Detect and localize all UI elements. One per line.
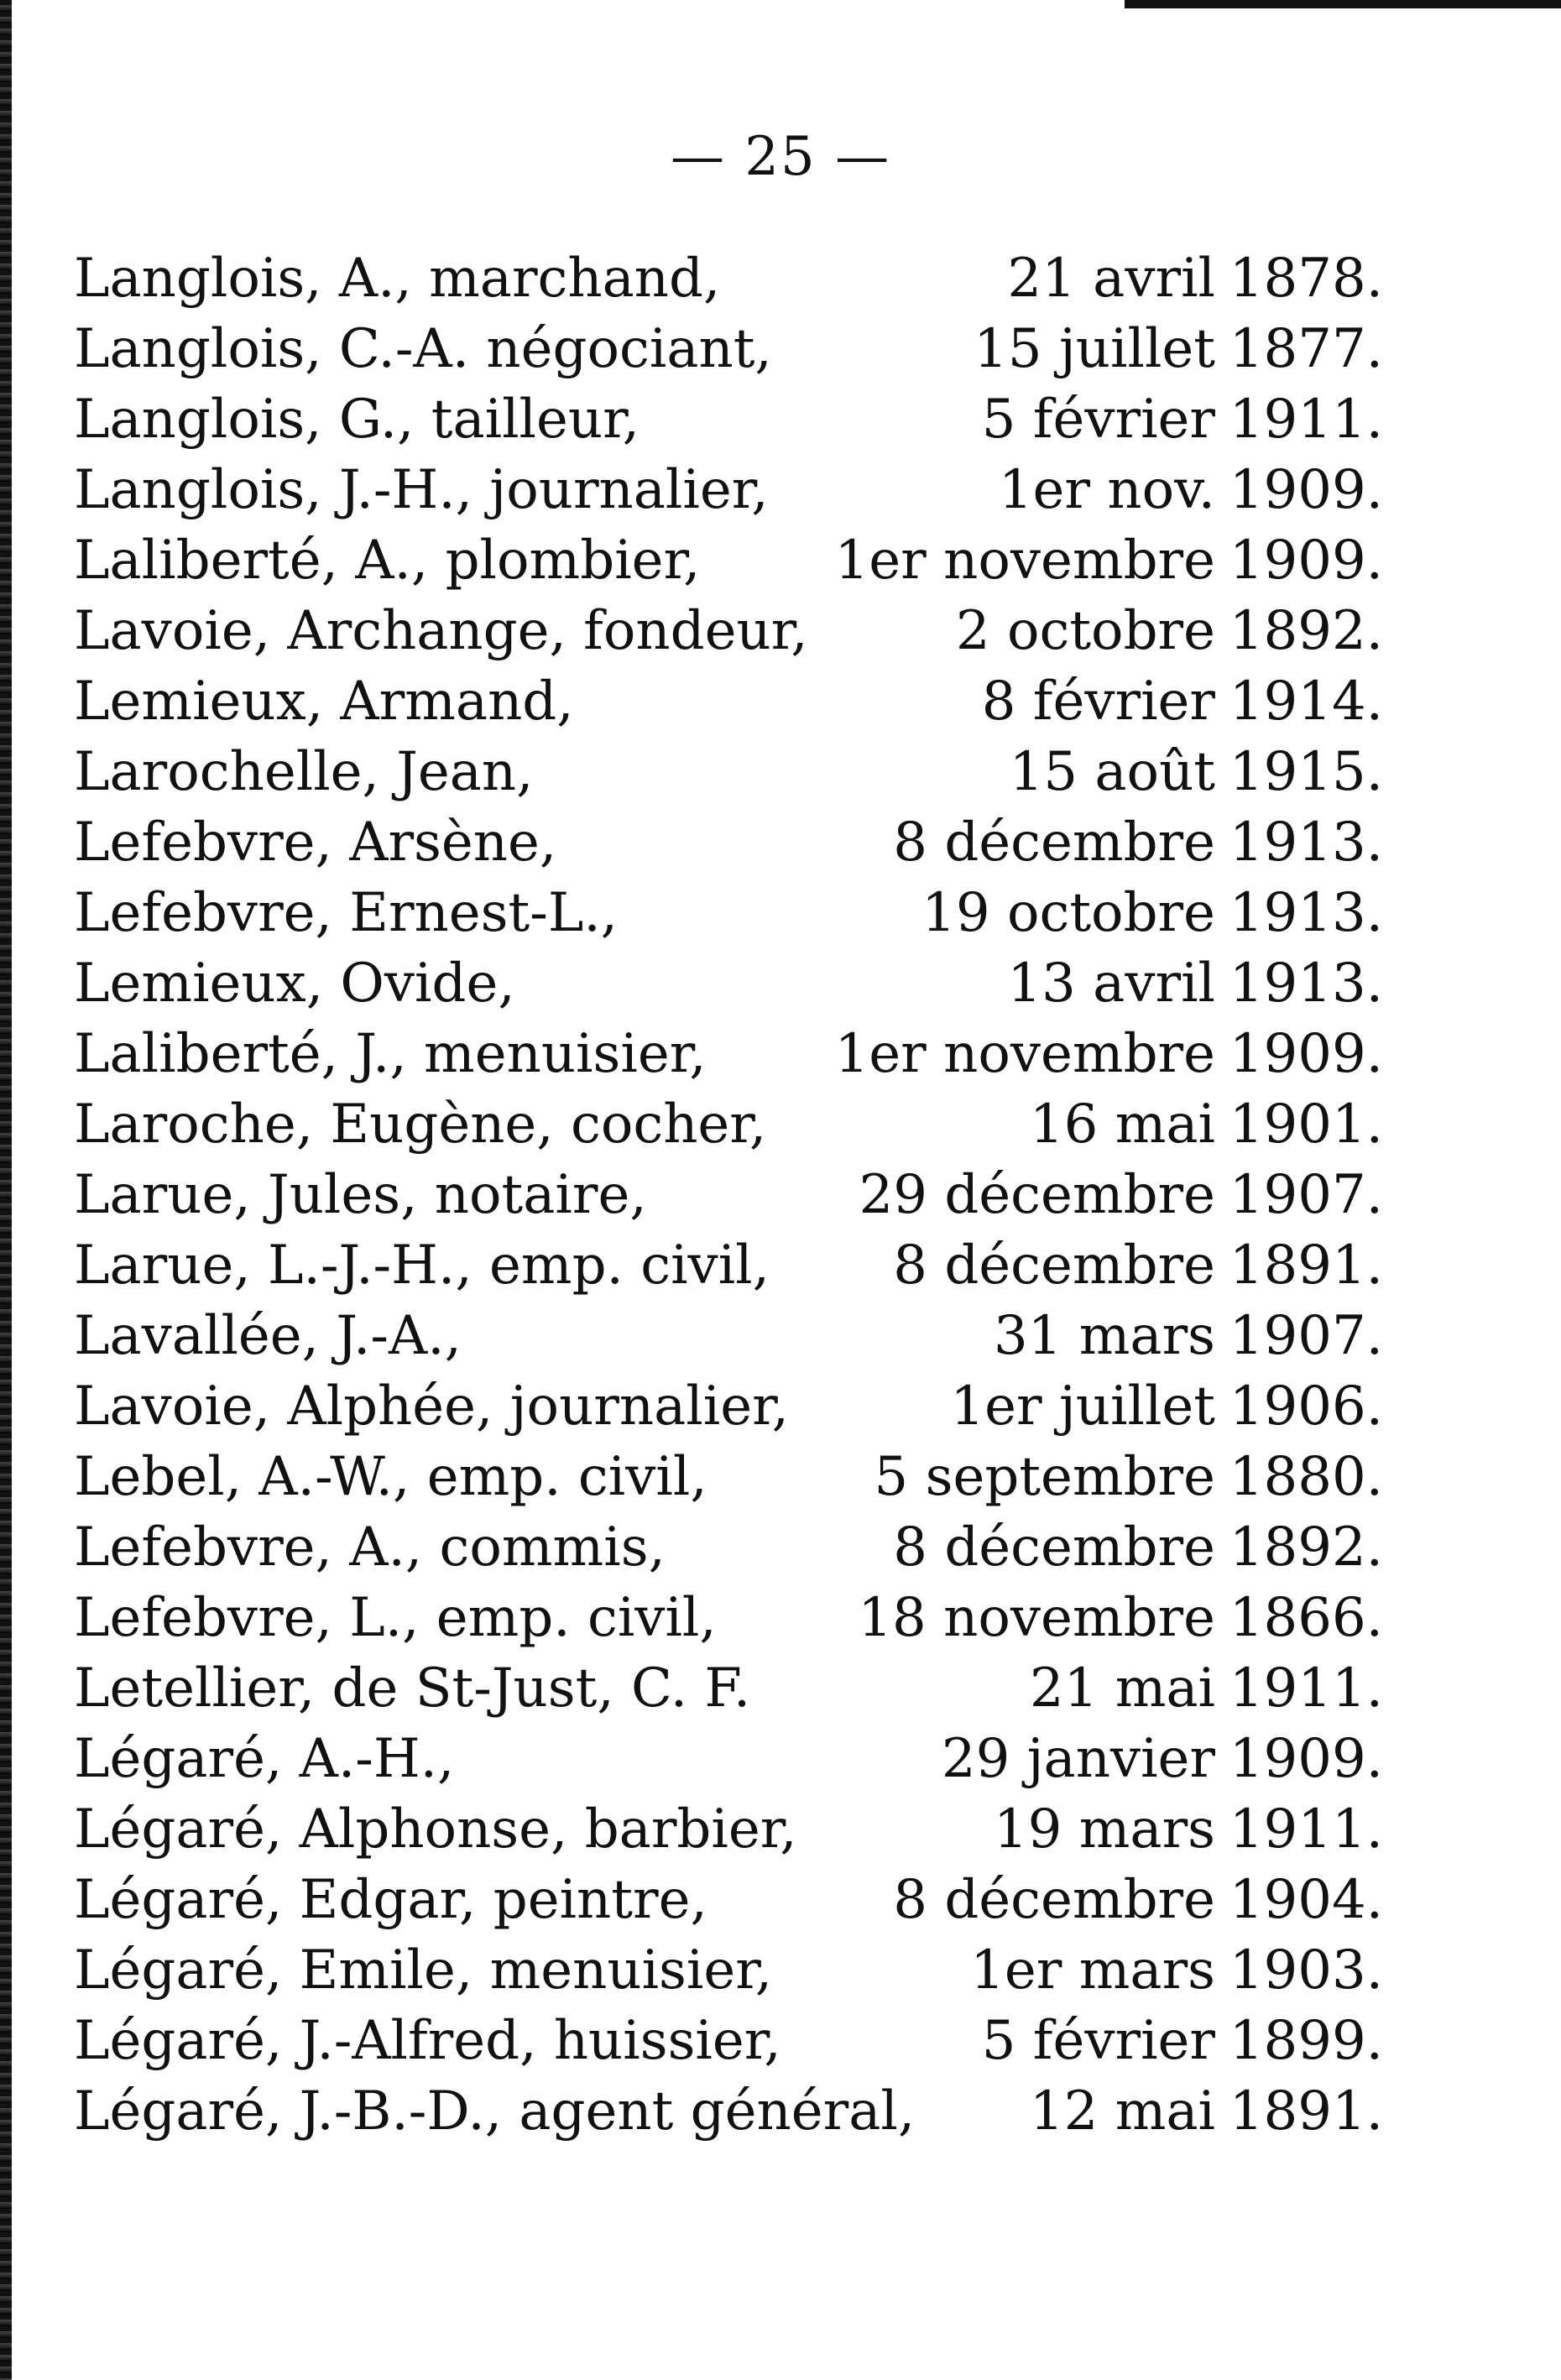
register-entry	[74, 1442, 1383, 1512]
entry-date: 8 décembre	[893, 812, 1215, 874]
register-entry	[74, 1230, 1383, 1301]
register-entry	[74, 314, 1383, 384]
entry-name: Lemieux, Ovide,	[74, 953, 515, 1015]
entry-year: 1909.	[1229, 1023, 1383, 1085]
entry-year: 1911.	[1229, 1657, 1383, 1720]
entry-year: 1903.	[1229, 1939, 1383, 2002]
entry-name: Larochelle, Jean,	[74, 741, 534, 803]
entry-date: 21 mai	[1029, 1657, 1215, 1720]
entry-name: Langlois, J.-H., journalier,	[74, 459, 769, 521]
entry-name: Lefebvre, Ernest-L.,	[74, 882, 618, 944]
entry-date: 16 mai	[1029, 1093, 1215, 1156]
register-entry	[74, 596, 1383, 666]
register-entry	[74, 1794, 1383, 1865]
entry-date: 1er juillet	[950, 1375, 1215, 1438]
register-entry	[74, 2006, 1383, 2076]
entry-year: 1866.	[1229, 1587, 1383, 1649]
entry-name: Légaré, Edgar, peintre,	[74, 1869, 707, 1931]
register-entry	[74, 807, 1383, 878]
register-entry	[74, 1935, 1383, 2006]
entry-year: 1901.	[1229, 1093, 1383, 1156]
entry-name: Légaré, J.-B.-D., agent général,	[74, 2080, 916, 2143]
register-entry	[74, 1371, 1383, 1442]
entry-year: 1899.	[1229, 2010, 1383, 2072]
entry-date: 18 novembre	[858, 1587, 1215, 1649]
entry-name: Laliberté, A., plombier,	[74, 530, 701, 592]
register-entry	[74, 1160, 1383, 1230]
entry-year: 1914.	[1229, 671, 1383, 733]
entry-year: 1909.	[1229, 530, 1383, 592]
entry-date: 21 avril	[1007, 248, 1215, 310]
entry-year: 1915.	[1229, 741, 1383, 803]
entry-date: 13 avril	[1007, 953, 1215, 1015]
entry-date: 29 janvier	[941, 1728, 1215, 1790]
entry-date: 19 octobre	[921, 882, 1215, 944]
entry-date: 15 juillet	[974, 318, 1215, 380]
entry-year: 1891.	[1229, 2080, 1383, 2143]
entry-date: 15 août	[1009, 741, 1215, 803]
entry-date: 1er nov.	[998, 459, 1215, 521]
entry-date: 1er mars	[970, 1939, 1215, 2002]
entry-year: 1907.	[1229, 1305, 1383, 1367]
register-entry	[74, 2076, 1383, 2147]
entry-date: 19 mars	[993, 1798, 1215, 1861]
entry-name: Lefebvre, A., commis,	[74, 1516, 666, 1579]
entry-year: 1913.	[1229, 812, 1383, 874]
entry-year: 1913.	[1229, 953, 1383, 1015]
entry-name: Légaré, Emile, menuisier,	[74, 1939, 773, 2002]
entry-name: Larue, L.-J.-H., emp. civil,	[74, 1234, 770, 1297]
register-entry	[74, 1724, 1383, 1794]
entry-name: Lebel, A.-W., emp. civil,	[74, 1446, 707, 1508]
top-rule	[1125, 0, 1561, 8]
entry-name: Laroche, Eugène, cocher,	[74, 1093, 767, 1156]
register-entries	[74, 243, 1383, 2147]
entry-year: 1909.	[1229, 1728, 1383, 1790]
register-entry	[74, 1865, 1383, 1935]
register-entry	[74, 948, 1383, 1019]
register-entry	[74, 1089, 1383, 1160]
register-entry	[74, 1019, 1383, 1089]
register-entry	[74, 666, 1383, 737]
register-entry	[74, 1301, 1383, 1371]
entry-name: Letellier, de St-Just, C. F.	[74, 1657, 751, 1720]
entry-date: 29 décembre	[859, 1164, 1215, 1226]
entry-name: Larue, Jules, notaire,	[74, 1164, 647, 1226]
entry-name: Laliberté, J., menuisier,	[74, 1023, 707, 1085]
entry-name: Langlois, G., tailleur,	[74, 389, 640, 451]
entry-name: Légaré, J.-Alfred, huissier,	[74, 2010, 781, 2072]
register-entry	[74, 737, 1383, 807]
entry-name: Lavallée, J.-A.,	[74, 1305, 462, 1367]
entry-year: 1878.	[1229, 248, 1383, 310]
entry-year: 1891.	[1229, 1234, 1383, 1297]
entry-date: 5 février	[981, 2010, 1215, 2072]
page-number: — 25 —	[670, 126, 891, 188]
register-entry	[74, 384, 1383, 455]
entry-year: 1904.	[1229, 1869, 1383, 1931]
entry-name: Lemieux, Armand,	[74, 671, 574, 733]
entry-year: 1892.	[1229, 600, 1383, 662]
entry-year: 1892.	[1229, 1516, 1383, 1579]
entry-date: 8 février	[981, 671, 1215, 733]
entry-year: 1880.	[1229, 1446, 1383, 1508]
register-entry	[74, 525, 1383, 596]
entry-year: 1911.	[1229, 389, 1383, 451]
scanned-page-edge	[0, 0, 12, 2380]
entry-year: 1907.	[1229, 1164, 1383, 1226]
entry-year: 1909.	[1229, 459, 1383, 521]
entry-name: Lefebvre, L., emp. civil,	[74, 1587, 717, 1649]
entry-date: 2 octobre	[955, 600, 1215, 662]
entry-name: Légaré, A.-H.,	[74, 1728, 455, 1790]
entry-date: 31 mars	[993, 1305, 1215, 1367]
entry-date: 8 décembre	[893, 1869, 1215, 1931]
register-entry	[74, 1583, 1383, 1653]
entry-year: 1913.	[1229, 882, 1383, 944]
entry-name: Légaré, Alphonse, barbier,	[74, 1798, 797, 1861]
register-entry	[74, 1653, 1383, 1724]
entry-name: Lavoie, Alphée, journalier,	[74, 1375, 789, 1438]
entry-date: 1er novembre	[834, 530, 1215, 592]
register-entry	[74, 878, 1383, 948]
entry-year: 1877.	[1229, 318, 1383, 380]
entry-name: Langlois, A., marchand,	[74, 248, 721, 310]
entry-name: Lavoie, Archange, fondeur,	[74, 600, 808, 662]
register-entry	[74, 1512, 1383, 1583]
entry-year: 1911.	[1229, 1798, 1383, 1861]
entry-date: 5 février	[981, 389, 1215, 451]
entry-name: Lefebvre, Arsène,	[74, 812, 557, 874]
entry-date: 8 décembre	[893, 1234, 1215, 1297]
entry-date: 1er novembre	[834, 1023, 1215, 1085]
register-entry	[74, 243, 1383, 314]
entry-date: 12 mai	[1029, 2080, 1215, 2143]
entry-date: 5 septembre	[874, 1446, 1215, 1508]
entry-date: 8 décembre	[893, 1516, 1215, 1579]
entry-year: 1906.	[1229, 1375, 1383, 1438]
entry-name: Langlois, C.-A. négociant,	[74, 318, 772, 380]
register-entry	[74, 455, 1383, 525]
